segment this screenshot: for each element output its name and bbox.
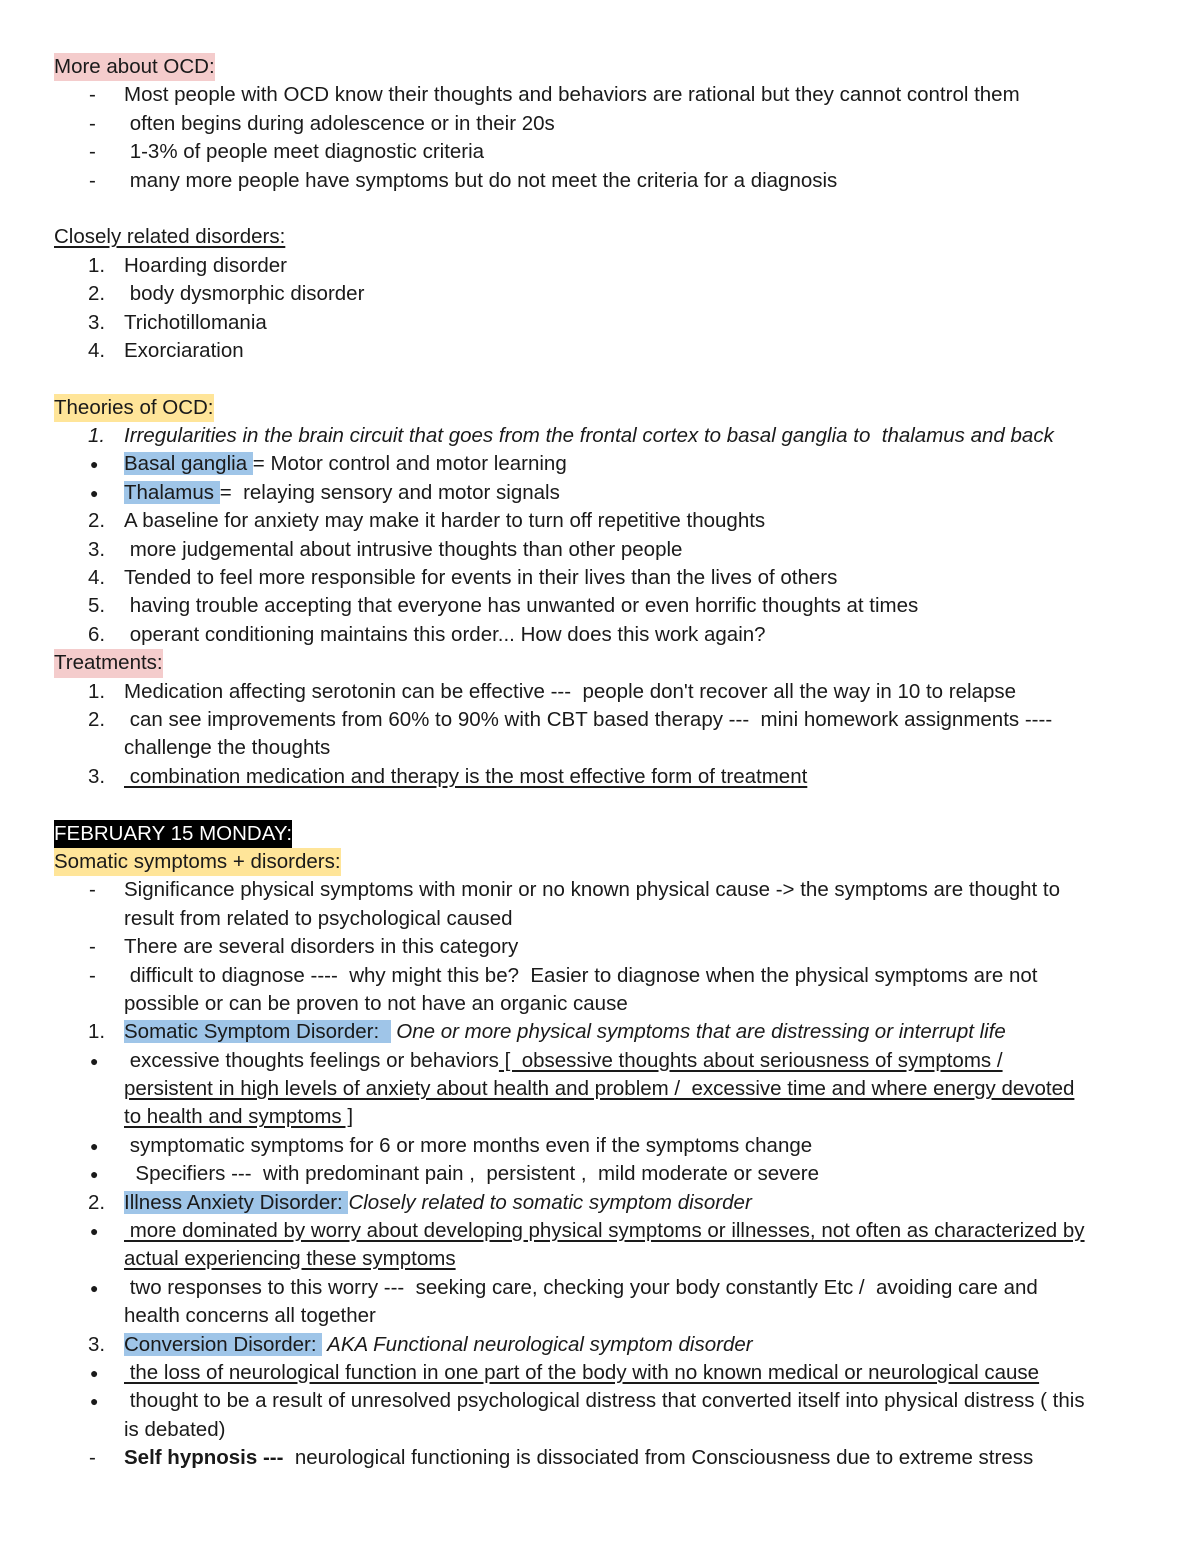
bullet-marker: ● — [90, 1137, 99, 1154]
thalamus-term: Thalamus — [124, 480, 220, 504]
bullet-marker: ● — [90, 1364, 99, 1381]
iad-definition: Closely related to somatic symptom disorder — [348, 1190, 752, 1214]
list-item-continuation — [54, 1103, 1154, 1131]
dash-marker: - — [89, 140, 96, 164]
list-item — [54, 1331, 1154, 1359]
list-item-continuation — [54, 990, 1154, 1018]
cd-definition: AKA Functional neurological symptom disorder — [322, 1332, 753, 1356]
number-marker: 3. — [88, 1332, 106, 1356]
list-item-text — [124, 1331, 753, 1359]
dash-marker: - — [89, 83, 96, 107]
list-item-text: having trouble accepting that everyone has unwanted or even horrific thoughts at times — [124, 594, 919, 618]
number-marker: 1. — [88, 424, 106, 448]
basal-ganglia-definition: = Motor control and motor learning — [252, 452, 567, 476]
list-item-text — [124, 450, 567, 478]
related-heading-line — [54, 223, 1154, 251]
list-item — [54, 592, 1154, 620]
list-item-text: combination medication and therapy is the most effective form of treatment — [124, 764, 808, 788]
list-item — [54, 309, 1154, 337]
list-item-text: Most people with OCD know their thoughts and behaviors are rational but they cannot control them — [124, 83, 1020, 107]
list-item — [54, 280, 1154, 308]
list-item-text: body dysmorphic disorder — [124, 282, 365, 306]
theories-heading-line — [54, 394, 1154, 422]
list-item — [54, 962, 1154, 990]
list-item-text: symptomatic symptoms for 6 or more months even if the symptoms change — [124, 1133, 813, 1157]
list-item-text: Hoarding disorder — [124, 253, 287, 277]
basal-ganglia-term: Basal ganglia — [124, 452, 253, 476]
somatic-heading: Somatic symptoms + disorders: — [54, 848, 341, 876]
list-item-text: Irregularities in the brain circuit that goes from the frontal cortex to basal ganglia to thalamus and back — [124, 424, 1054, 448]
number-marker: 5. — [88, 594, 106, 618]
ssd-bullet-underlined: [ obsessive thoughts about seriousness of symptoms / — [498, 1048, 1003, 1072]
ocd-heading-line — [54, 53, 1154, 81]
number-marker: 2. — [88, 282, 106, 306]
list-item — [54, 1189, 1154, 1217]
list-item — [54, 1387, 1154, 1415]
bullet-marker: ● — [90, 1166, 99, 1183]
list-item-continuation — [54, 1416, 1154, 1444]
lecture-notes-page — [54, 53, 1154, 1473]
list-item — [54, 138, 1154, 166]
list-item-text: Trichotillomania — [124, 310, 267, 334]
list-item — [54, 1132, 1154, 1160]
number-marker: 4. — [88, 566, 106, 590]
list-item — [54, 1018, 1154, 1046]
list-item-text: Exorciaration — [124, 338, 244, 362]
list-item — [54, 706, 1154, 734]
list-item-text: more dominated by worry about developing physical symptoms or illnesses, not often as characterized by — [124, 1219, 1085, 1243]
treatments-heading: Treatments: — [54, 649, 163, 677]
list-item-text — [124, 1444, 1033, 1472]
bullet-marker: ● — [90, 484, 99, 501]
list-item — [54, 536, 1154, 564]
spacer — [54, 195, 1154, 223]
list-item — [54, 1047, 1154, 1075]
list-item — [54, 422, 1154, 450]
list-item-text: possible or can be proven to not have an organic cause — [124, 991, 628, 1015]
somatic-heading-line — [54, 848, 1154, 876]
spacer — [54, 791, 1154, 819]
number-marker: 2. — [88, 1190, 106, 1214]
list-item-continuation — [54, 1245, 1154, 1273]
list-item-text: can see improvements from 60% to 90% with CBT based therapy --- mini homework assignments ---- — [124, 707, 1053, 731]
self-hypnosis-definition: neurological functioning is dissociated from Consciousness due to extreme stress — [289, 1446, 1034, 1470]
list-item — [54, 876, 1154, 904]
iad-term: Illness Anxiety Disorder: — [124, 1190, 349, 1214]
list-item — [54, 110, 1154, 138]
bullet-marker: ● — [90, 1052, 99, 1069]
list-item-continuation — [54, 905, 1154, 933]
list-item-text: actual experiencing these symptoms — [124, 1247, 456, 1271]
list-item-text: persistent in high levels of anxiety about health and problem / excessive time and where energy devoted — [124, 1077, 1075, 1101]
date-heading-line — [54, 820, 1154, 848]
list-item-continuation — [54, 1302, 1154, 1330]
list-item — [54, 252, 1154, 280]
list-item — [54, 1359, 1154, 1387]
list-item — [54, 1160, 1154, 1188]
list-item-text: Significance physical symptoms with monir or no known physical cause -> the symptoms are thought to — [124, 878, 1061, 902]
bullet-marker: ● — [90, 1223, 99, 1240]
ssd-term: Somatic Symptom Disorder: — [124, 1020, 391, 1044]
list-item-text — [124, 1189, 752, 1217]
list-item-text — [124, 1018, 1006, 1046]
list-item — [54, 81, 1154, 109]
list-item-continuation — [54, 734, 1154, 762]
list-item — [54, 621, 1154, 649]
bullet-marker: ● — [90, 1393, 99, 1410]
treatments-heading-line — [54, 649, 1154, 677]
ocd-heading: More about OCD: — [54, 53, 215, 81]
dash-marker: - — [89, 935, 96, 959]
list-item — [54, 450, 1154, 478]
list-item — [54, 933, 1154, 961]
list-item — [54, 678, 1154, 706]
list-item-text: thought to be a result of unresolved psychological distress that converted itself into physical distress ( this — [124, 1389, 1085, 1413]
list-item-continuation — [54, 1075, 1154, 1103]
dash-marker: - — [89, 878, 96, 902]
list-item — [54, 167, 1154, 195]
number-marker: 3. — [88, 537, 106, 561]
cd-term: Conversion Disorder: — [124, 1332, 323, 1356]
number-marker: 1. — [88, 1020, 106, 1044]
list-item-text: Tended to feel more responsible for events in their lives than the lives of others — [124, 566, 838, 590]
thalamus-definition: = relaying sensory and motor signals — [219, 480, 560, 504]
list-item — [54, 337, 1154, 365]
list-item-text: operant conditioning maintains this order... How does this work again? — [124, 622, 766, 646]
list-item-text: often begins during adolescence or in their 20s — [124, 111, 555, 135]
list-item — [54, 507, 1154, 535]
list-item-text: health concerns all together — [124, 1304, 376, 1328]
number-marker: 2. — [88, 509, 106, 533]
spacer — [54, 365, 1154, 393]
number-marker: 6. — [88, 622, 106, 646]
bullet-marker: ● — [90, 1279, 99, 1296]
list-item — [54, 1274, 1154, 1302]
list-item-text: Specifiers --- with predominant pain , persistent , mild moderate or severe — [124, 1162, 820, 1186]
list-item-text — [124, 479, 560, 507]
number-marker: 4. — [88, 338, 106, 362]
list-item-text: There are several disorders in this category — [124, 935, 519, 959]
list-item-text: A baseline for anxiety may make it harder to turn off repetitive thoughts — [124, 509, 766, 533]
dash-marker: - — [89, 111, 96, 135]
list-item-text: many more people have symptoms but do not meet the criteria for a diagnosis — [124, 168, 838, 192]
bullet-marker: ● — [90, 456, 99, 473]
number-marker: 2. — [88, 707, 106, 731]
dash-marker: - — [89, 963, 96, 987]
number-marker: 3. — [88, 310, 106, 334]
list-item — [54, 763, 1154, 791]
list-item-text: is debated) — [124, 1417, 226, 1441]
number-marker: 1. — [88, 679, 106, 703]
list-item — [54, 479, 1154, 507]
number-marker: 1. — [88, 253, 106, 277]
list-item-text: the loss of neurological function in one part of the body with no known medical or neurological cause — [124, 1360, 1040, 1384]
ssd-bullet-text: excessive thoughts feelings or behaviors — [124, 1048, 499, 1072]
list-item-text: Medication affecting serotonin can be effective --- people don't recover all the way in 10 to relapse — [124, 679, 1017, 703]
dash-marker: - — [89, 168, 96, 192]
list-item-text: to health and symptoms ] — [124, 1105, 354, 1129]
list-item-text — [124, 1047, 1003, 1075]
list-item — [54, 1217, 1154, 1245]
list-item-text: challenge the thoughts — [124, 736, 331, 760]
dash-marker: - — [89, 1446, 96, 1470]
list-item — [54, 1444, 1154, 1472]
list-item — [54, 564, 1154, 592]
list-item-text: more judgemental about intrusive thoughts than other people — [124, 537, 683, 561]
related-heading: Closely related disorders: — [54, 225, 286, 249]
date-heading: FEBRUARY 15 MONDAY: — [54, 820, 292, 848]
ssd-definition: One or more physical symptoms that are distressing or interrupt life — [390, 1020, 1006, 1044]
self-hypnosis-term: Self hypnosis --- — [124, 1446, 290, 1470]
number-marker: 3. — [88, 764, 106, 788]
list-item-text: two responses to this worry --- seeking care, checking your body constantly Etc / avoiding care and — [124, 1275, 1038, 1299]
list-item-text: 1-3% of people meet diagnostic criteria — [124, 140, 485, 164]
theories-heading: Theories of OCD: — [54, 394, 214, 422]
list-item-text: difficult to diagnose ---- why might this be? Easier to diagnose when the physical symptoms are not — [124, 963, 1038, 987]
list-item-text: result from related to psychological caused — [124, 906, 513, 930]
